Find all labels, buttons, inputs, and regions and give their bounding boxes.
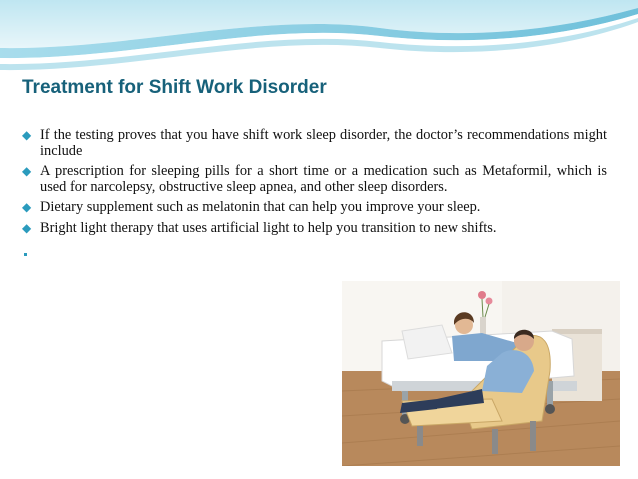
bullet-item (22, 221, 607, 237)
bullet-item (22, 128, 607, 159)
diamond-bullet-icon: ◆ (22, 128, 32, 142)
diamond-bullet-icon: ◆ (22, 164, 32, 179)
slide-title: Treatment for Shift Work Disorder (22, 77, 327, 98)
bullet-item (22, 164, 607, 195)
bullet-text: A prescription for sleeping pills for a short time or a medication such as Metaformil, which is used for narcolepsy, obstructive sleep apnea, and other sleep disorders. (40, 163, 607, 195)
diamond-bullet-icon: ◆ (22, 200, 32, 215)
bullet-list (22, 128, 607, 241)
empty-bullet-icon (24, 253, 27, 256)
diamond-bullet-icon: ◆ (22, 220, 32, 235)
bullet-text: Dietary supplement such as melatonin that can help you improve your sleep. (40, 199, 481, 216)
patient-in-bed-with-visitor-photo (342, 281, 620, 466)
bullet-item (22, 200, 607, 216)
bullet-text: Bright light therapy that uses artificial light to help you transition to new shifts. (40, 219, 497, 236)
bullet-text: If the testing proves that you have shift work sleep disorder, the doctor’s recommendations might include (40, 127, 607, 159)
header-wave-decoration (0, 0, 638, 78)
